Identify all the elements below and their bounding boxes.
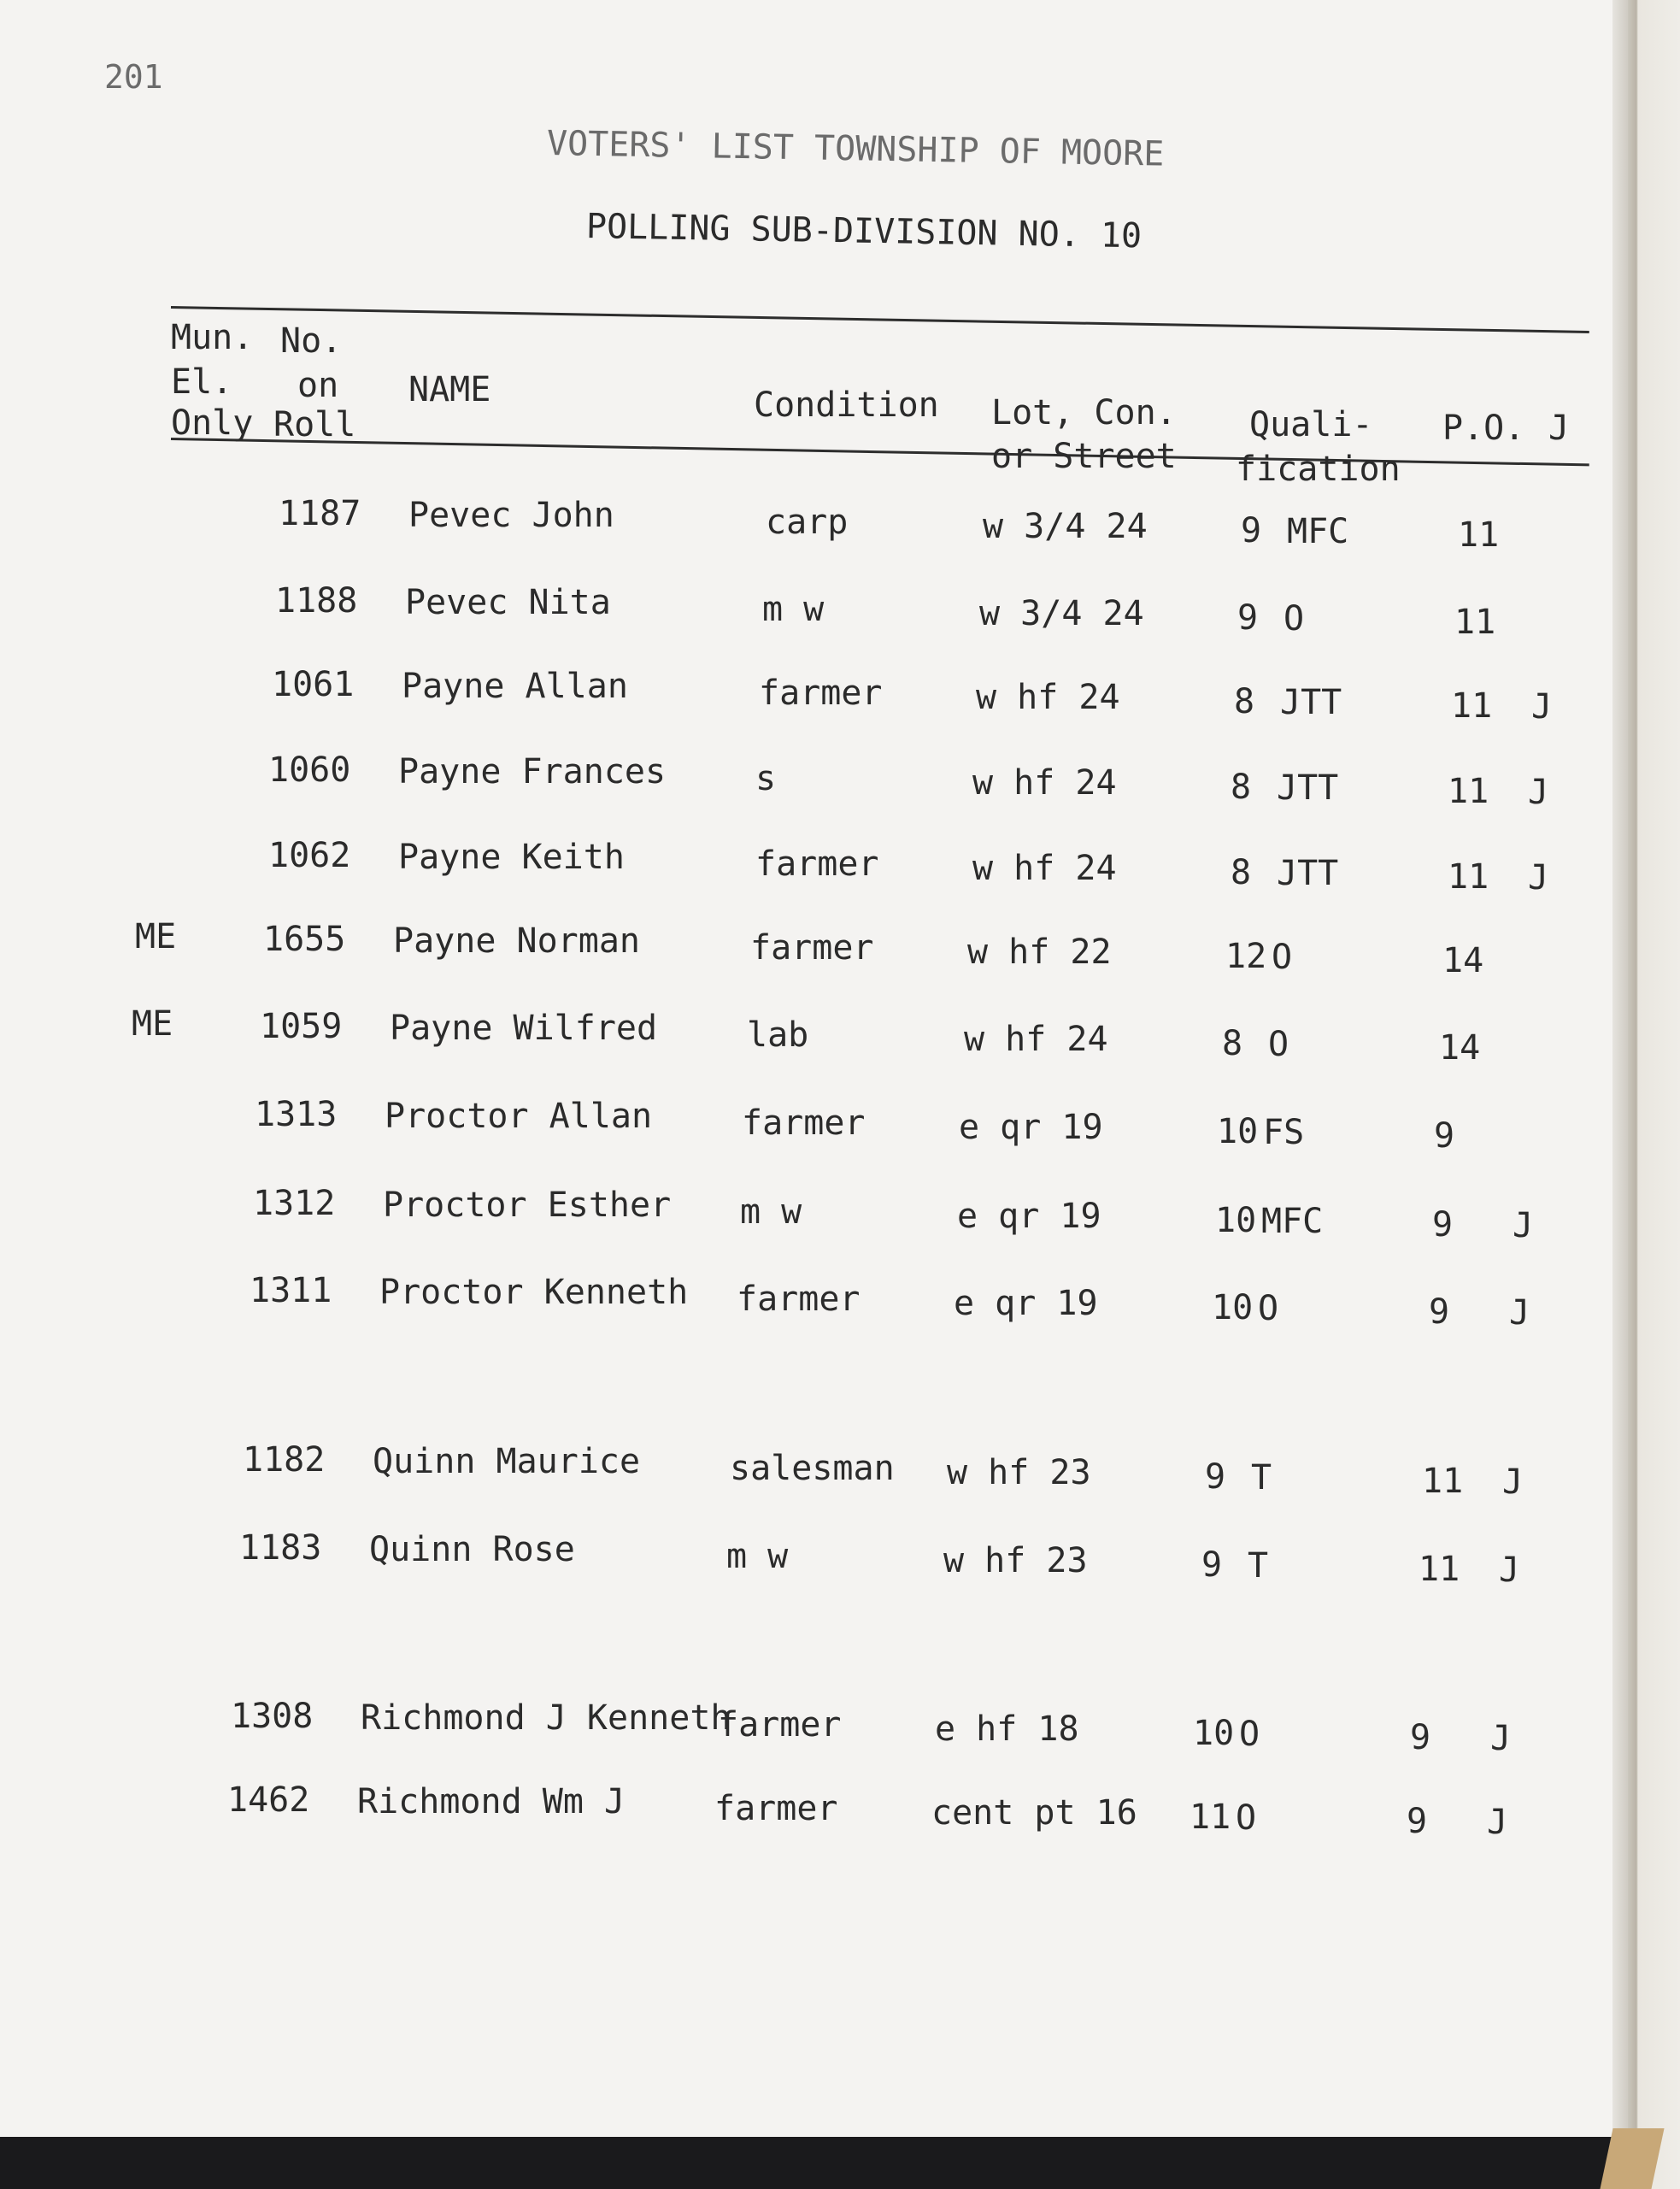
post-office-cell: 9 [1410, 1717, 1431, 1757]
qualification-code-cell: MFC [1261, 1201, 1324, 1241]
lot-con-cell: w hf 24 [976, 677, 1120, 717]
voter-name-cell: Payne Norman [393, 921, 640, 962]
lot-con-cell: w 3/4 24 [979, 593, 1144, 633]
qualification-number-cell: 8 [1231, 767, 1252, 807]
condition-cell: m w [762, 589, 825, 629]
roll-number-cell: 1061 [272, 664, 355, 704]
qualification-code-cell: O [1239, 1714, 1260, 1754]
qualification-number-cell: 9 [1205, 1456, 1226, 1497]
condition-cell: s [755, 758, 777, 798]
condition-cell: m w [740, 1192, 802, 1232]
roll-number-cell: 1311 [250, 1270, 332, 1310]
header-no-line3: Roll [273, 405, 356, 444]
condition-cell: m w [726, 1536, 789, 1576]
qualification-number-cell: 10 [1212, 1287, 1254, 1327]
post-office-cell: 11 [1458, 515, 1500, 555]
lot-con-cell: w 3/4 24 [983, 506, 1148, 546]
post-office-cell: 11 [1448, 856, 1489, 897]
post-office-cell: 9 [1407, 1801, 1428, 1841]
qualification-code-cell: MFC [1287, 511, 1349, 551]
header-lot-line1: Lot, Con. [991, 393, 1177, 433]
roll-number-cell: 1655 [263, 919, 346, 959]
header-mun-line3: Only [171, 403, 254, 443]
juror-cell: J [1502, 1462, 1524, 1503]
lot-con-cell: w hf 24 [972, 762, 1117, 803]
post-office-cell: 9 [1429, 1292, 1450, 1332]
lot-con-cell: w hf 22 [967, 932, 1112, 972]
voter-name-cell: Payne Wilfred [390, 1009, 658, 1049]
lot-con-cell: e hf 18 [935, 1709, 1079, 1749]
condition-cell: farmer [714, 1788, 838, 1828]
voter-name-cell: Quinn Rose [369, 1530, 575, 1570]
background-strip [0, 2137, 1628, 2189]
qualification-number-cell: 9 [1237, 597, 1259, 638]
qualification-code-cell: FS [1263, 1112, 1305, 1152]
voter-name-cell: Proctor Allan [385, 1097, 653, 1137]
lot-con-cell: e qr 19 [954, 1283, 1098, 1323]
qualification-number-cell: 8 [1231, 852, 1252, 892]
page-edge [1628, 0, 1680, 2189]
header-no-line1: No. [280, 321, 343, 361]
roll-number-cell: 1187 [279, 493, 361, 533]
voter-name-cell: Payne Frances [398, 752, 667, 792]
mun-el-cell: ME [132, 1004, 173, 1044]
voter-name-cell: Payne Keith [398, 838, 625, 878]
lot-con-cell: w hf 24 [964, 1019, 1108, 1059]
qualification-number-cell: 10 [1215, 1200, 1257, 1240]
qualification-code-cell: O [1272, 937, 1293, 977]
qualification-number-cell: 8 [1222, 1023, 1243, 1063]
header-mun-line2: El. [171, 362, 233, 402]
juror-cell: J [1528, 773, 1549, 813]
qualification-code-cell: O [1268, 1024, 1289, 1064]
qualification-number-cell: 9 [1201, 1545, 1223, 1585]
qualification-code-cell: T [1248, 1545, 1269, 1586]
header-condition: Condition [754, 385, 939, 425]
roll-number-cell: 1308 [231, 1696, 314, 1736]
page-number: 201 [104, 58, 163, 96]
condition-cell: salesman [730, 1448, 895, 1488]
qualification-number-cell: 12 [1225, 936, 1267, 976]
voter-name-cell: Quinn Maurice [373, 1442, 641, 1482]
qualification-number-cell: 10 [1217, 1111, 1259, 1151]
roll-number-cell: 1060 [268, 750, 351, 790]
post-office-cell: 11 [1422, 1461, 1464, 1501]
juror-cell: J [1528, 858, 1549, 898]
lot-con-cell: e qr 19 [957, 1196, 1101, 1236]
voter-name-cell: Proctor Kenneth [379, 1273, 689, 1313]
condition-cell: farmer [737, 1279, 861, 1319]
juror-cell: J [1490, 1719, 1512, 1759]
document-subtitle: POLLING SUB-DIVISION NO. 10 [585, 207, 1143, 256]
qualification-number-cell: 8 [1234, 681, 1255, 721]
qualification-code-cell: O [1236, 1798, 1257, 1838]
condition-cell: farmer [755, 844, 879, 884]
juror-cell: J [1509, 1293, 1530, 1333]
roll-number-cell: 1188 [275, 580, 358, 621]
qualification-code-cell: JTT [1277, 768, 1339, 808]
header-po: P.O. [1442, 409, 1525, 448]
voter-name-cell: Pevec Nita [405, 583, 611, 623]
lot-con-cell: cent pt 16 [931, 1792, 1137, 1833]
header-top-rule [171, 306, 1589, 333]
post-office-cell: 9 [1434, 1115, 1455, 1156]
condition-cell: farmer [759, 673, 883, 713]
condition-cell: farmer [742, 1103, 866, 1143]
header-no-line2: on [297, 366, 339, 405]
juror-cell: J [1487, 1803, 1508, 1843]
lot-con-cell: w hf 23 [947, 1452, 1091, 1492]
qualification-number-cell: 10 [1193, 1713, 1235, 1753]
qualification-code-cell: T [1251, 1457, 1272, 1498]
juror-cell: J [1513, 1206, 1534, 1246]
condition-cell: farmer [718, 1704, 842, 1745]
lot-con-cell: w hf 24 [972, 848, 1117, 888]
qualification-code-cell: O [1258, 1288, 1279, 1328]
post-office-cell: 9 [1432, 1204, 1454, 1245]
voter-name-cell: Richmond J Kenneth [361, 1698, 731, 1739]
lot-con-cell: e qr 19 [959, 1107, 1103, 1147]
post-office-cell: 11 [1451, 686, 1493, 726]
roll-number-cell: 1183 [239, 1527, 322, 1568]
roll-number-cell: 1313 [255, 1094, 338, 1134]
qualification-number-cell: 9 [1241, 510, 1262, 550]
header-lot-line2: or Street [991, 437, 1177, 476]
roll-number-cell: 1182 [243, 1439, 326, 1480]
voter-name-cell: Pevec John [408, 496, 614, 536]
roll-number-cell: 1062 [268, 835, 351, 875]
post-office-cell: 11 [1454, 602, 1496, 642]
condition-cell: farmer [750, 927, 874, 968]
post-office-cell: 14 [1442, 940, 1484, 980]
voter-name-cell: Proctor Esther [383, 1186, 672, 1226]
document-title: VOTERS' LIST TOWNSHIP OF MOORE [546, 124, 1165, 174]
juror-cell: J [1531, 687, 1553, 727]
lot-con-cell: w hf 23 [943, 1540, 1088, 1580]
header-name: NAME [408, 370, 491, 409]
voter-name-cell: Payne Allan [402, 667, 628, 707]
header-mun-line1: Mun. [171, 318, 254, 357]
voter-name-cell: Richmond Wm J [357, 1782, 626, 1822]
qualification-code-cell: JTT [1277, 853, 1339, 893]
post-office-cell: 14 [1439, 1027, 1481, 1068]
condition-cell: lab [747, 1015, 809, 1055]
post-office-cell: 11 [1448, 771, 1489, 811]
roll-number-cell: 1059 [260, 1006, 343, 1046]
mun-el-cell: ME [135, 917, 177, 956]
header-qual-line1: Quali- [1249, 405, 1373, 444]
post-office-cell: 11 [1419, 1549, 1460, 1589]
header-qual-line2: fication [1236, 450, 1401, 489]
juror-cell: J [1499, 1551, 1520, 1591]
header-j: J [1548, 409, 1570, 448]
qualification-number-cell: 11 [1190, 1797, 1231, 1837]
roll-number-cell: 1462 [227, 1780, 310, 1820]
roll-number-cell: 1312 [253, 1183, 336, 1223]
qualification-code-cell: O [1283, 598, 1305, 638]
condition-cell: carp [766, 502, 849, 542]
qualification-code-cell: JTT [1280, 682, 1342, 722]
